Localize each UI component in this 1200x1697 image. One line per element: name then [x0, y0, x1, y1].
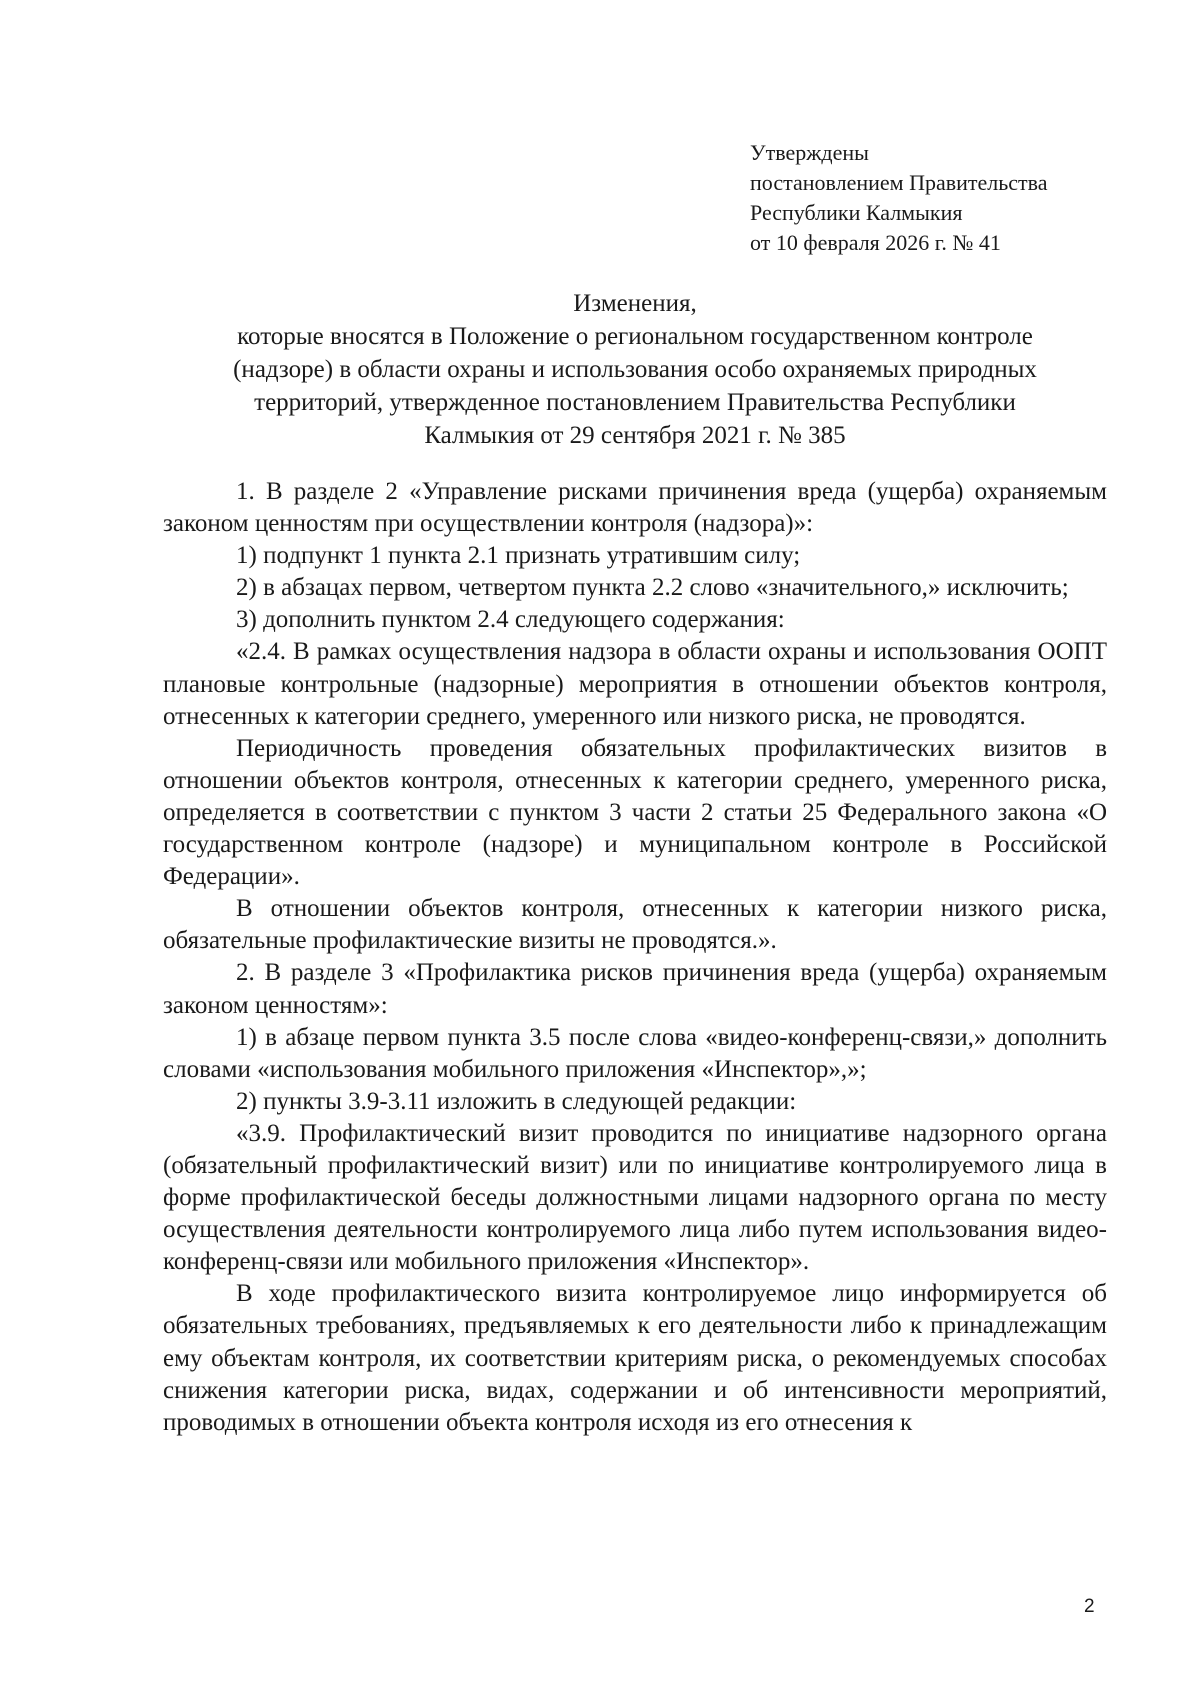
- page-number: 2: [1084, 1596, 1095, 1617]
- quoted-paragraph: «2.4. В рамках осуществления надзора в области охраны и использования ООПТ плановые контрольные (надзорные) мероприятия в отношении объектов контроля, отнесенных к категории среднего, умеренного или низкого риска, не проводятся.: [163, 638, 1107, 730]
- list-paragraph: 3) дополнить пунктом 2.4 следующего содержания:: [236, 606, 785, 634]
- quoted-paragraph: В ходе профилактического визита контролируемое лицо информируется об обязательных требованиях, предъявляемых к его деятельности либо к принадлежащим ему объектам контроля, их соответствии критериям риска, о рекомендуемых способах снижения категории риска, видах, содержании и об интенсивности мероприятий, проводимых в отношении объекта контроля исходя из его отнесения к: [163, 1280, 1107, 1436]
- section-paragraph: 2. В разделе 3 «Профилактика рисков причинения вреда (ущерба) охраняемым законом ценностям»:: [163, 959, 1107, 1019]
- approval-stamp: [750, 138, 1090, 258]
- section-paragraph: 1. В разделе 2 «Управление рисками причинения вреда (ущерба) охраняемым законом ценностям при осуществлении контроля (надзора)»:: [163, 478, 1107, 538]
- document-body: [163, 476, 1107, 1439]
- quoted-paragraph: Периодичность проведения обязательных профилактических визитов в отношении объектов контроля, отнесенных к категории среднего, умеренного риска, определяется в соответствии с пунктом 3 части 2 статьи 25 Федерального закона «О государственном контроле (надзоре) и муниципальном контроле в Российской Федерации».: [163, 734, 1107, 891]
- title-line: территорий, утвержденное постановлением Правительства Республики: [254, 389, 1016, 416]
- approval-line: Республики Калмыкия: [750, 200, 963, 225]
- document-title: [150, 287, 1120, 452]
- list-paragraph: 2) пункты 3.9-3.11 изложить в следующей редакции:: [236, 1087, 797, 1115]
- title-heading: Изменения,: [573, 290, 697, 317]
- list-paragraph: 1) в абзаце первом пункта 3.5 после слова «видео-конференц-связи,» дополнить словами «использования мобильного приложения «Инспектор»,»;: [163, 1023, 1107, 1083]
- quoted-paragraph: «3.9. Профилактический визит проводится по инициативе надзорного органа (обязательный профилактический визит) или по инициативе контролируемого лица в форме профилактической беседы должностными лицами надзорного органа по месту осуществления деятельности контролируемого лица либо путем использования видео-конференц-связи или мобильного приложения «Инспектор».: [163, 1119, 1107, 1276]
- approval-date-line: от 10 февраля 2026 г. № 41: [750, 230, 1001, 255]
- list-paragraph: 2) в абзацах первом, четвертом пункта 2.2 слово «значительного,» исключить;: [236, 574, 1069, 602]
- title-line: Калмыкия от 29 сентября 2021 г. № 385: [424, 422, 846, 449]
- quoted-paragraph: В отношении объектов контроля, отнесенных к категории низкого риска, обязательные профилактические визиты не проводятся.».: [163, 895, 1107, 955]
- title-line: которые вносятся в Положение о региональном государственном контроле: [237, 323, 1033, 350]
- title-line: (надзоре) в области охраны и использования особо охраняемых природных: [233, 356, 1037, 383]
- approval-line: постановлением Правительства: [750, 170, 1048, 195]
- list-paragraph: 1) подпункт 1 пункта 2.1 признать утратившим силу;: [236, 542, 801, 570]
- approval-line: Утверждены: [750, 140, 869, 165]
